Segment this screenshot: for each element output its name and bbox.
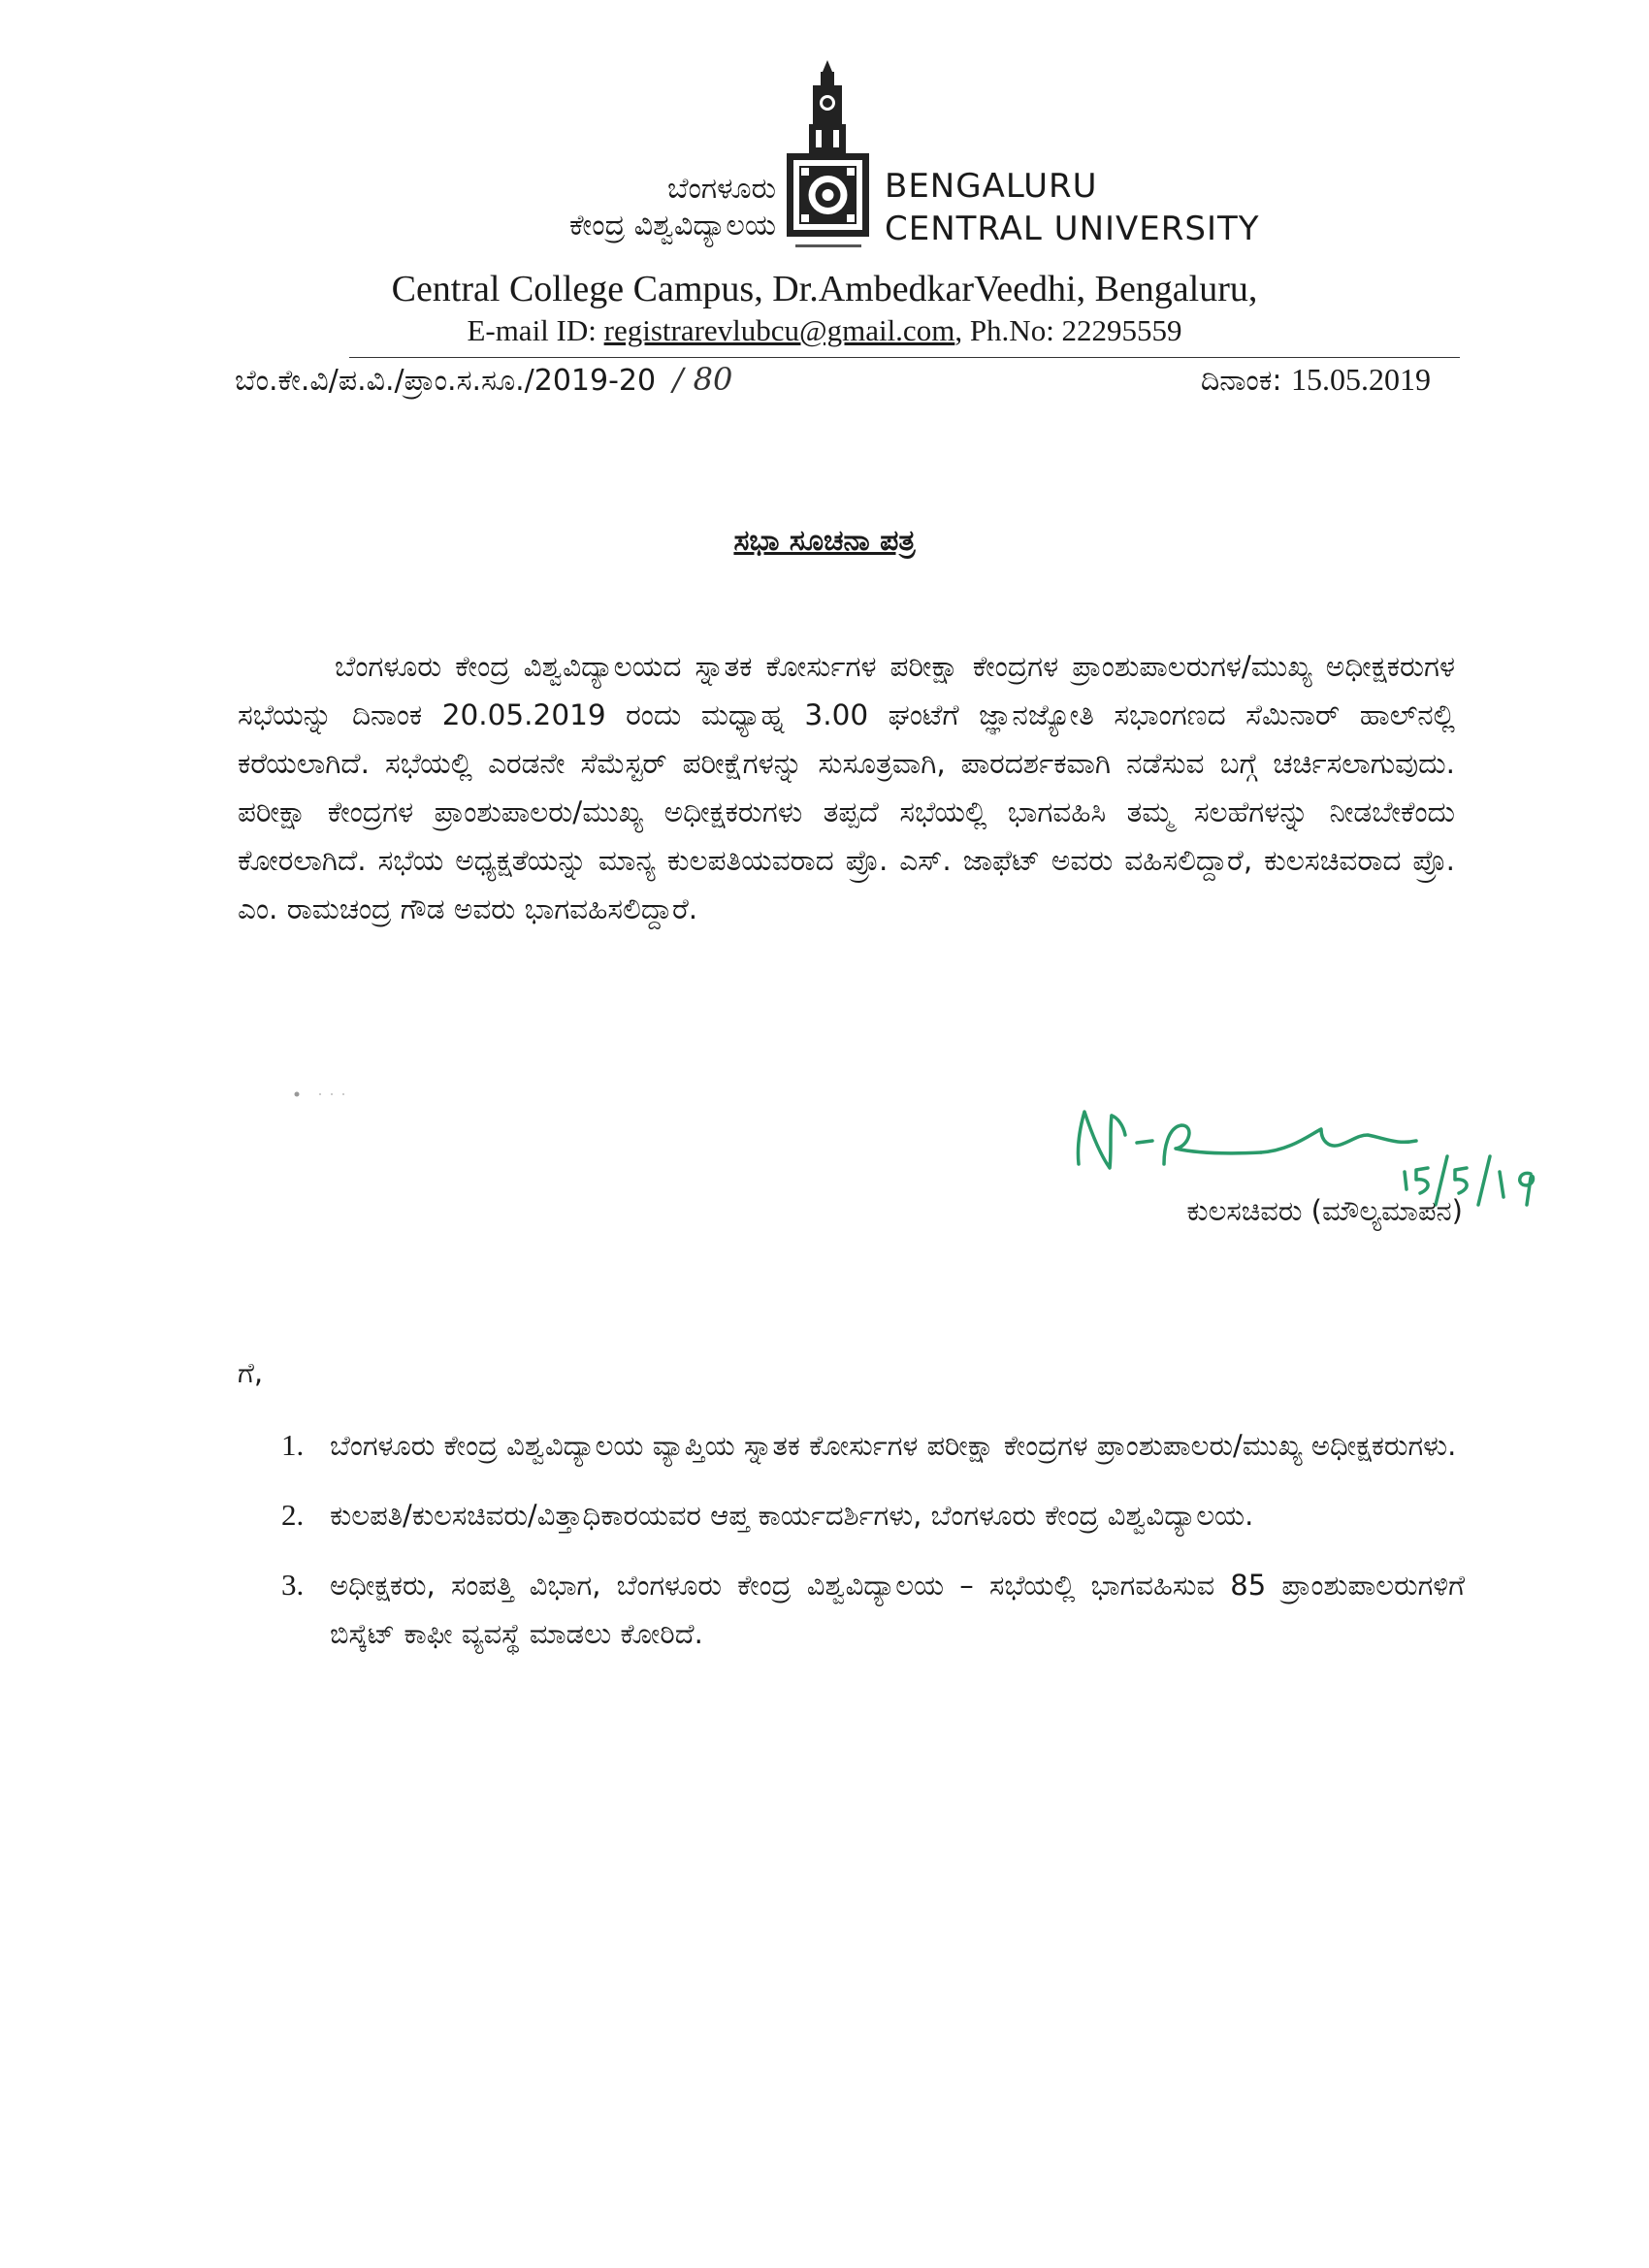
date-value: 15.05.2019 bbox=[1291, 362, 1431, 397]
list-item-number: 2. bbox=[281, 1498, 305, 1532]
scan-artifact bbox=[291, 1083, 359, 1088]
signatory-designation: ಕುಲಸಚಿವರು (ಮೌಲ್ಯಮಾಪನ) bbox=[1186, 1194, 1463, 1227]
reference-code: ಬೆಂ.ಕೇ.ವಿ/ಪ.ವಿ./ಪ್ರಾಂ.ಸ.ಸೂ./2019-20 bbox=[235, 364, 657, 398]
university-name-english-line2: CENTRAL UNIVERSITY bbox=[885, 210, 1260, 248]
handwritten-reference: / 80 bbox=[672, 361, 733, 398]
letter-date bbox=[1201, 359, 1431, 402]
list-item-text: ಬೆಂಗಳೂರು ಕೇಂದ್ರ ವಿಶ್ವವಿದ್ಯಾಲಯ ವ್ಯಾಪ್ತಿಯ ಸ್ನಾತಕ ಕೋರ್ಸುಗಳ ಪರೀಕ್ಷಾ ಕೇಂದ್ರಗಳ ಪ್ರಾಂಶುಪಾಲರು/ಮುಖ್ಯ ಅಧೀಕ್ಷಕರುಗಳು. bbox=[330, 1429, 1457, 1462]
contact-line bbox=[0, 312, 1649, 349]
university-name-kannada-line2: ಕೇಂದ್ರ ವಿಶ್ವವಿದ್ಯಾಲಯ bbox=[568, 209, 776, 243]
recipients-list bbox=[281, 1421, 1465, 1679]
list-item-number: 3. bbox=[281, 1568, 305, 1602]
letterhead-divider bbox=[349, 357, 1460, 358]
list-item bbox=[281, 1491, 1465, 1539]
reference-number bbox=[235, 359, 732, 402]
phone-number: , Ph.No: 22295559 bbox=[954, 313, 1182, 347]
list-item-number: 1. bbox=[281, 1428, 305, 1462]
university-logo bbox=[782, 60, 874, 254]
list-item bbox=[281, 1561, 1465, 1658]
email-label: E-mail ID: bbox=[467, 313, 604, 347]
university-name-english-line1: BENGALURU bbox=[885, 167, 1098, 206]
notice-body: ಬೆಂಗಳೂರು ಕೇಂದ್ರ ವಿಶ್ವವಿದ್ಯಾಲಯದ ಸ್ನಾತಕ ಕೋರ್ಸುಗಳ ಪರೀಕ್ಷಾ ಕೇಂದ್ರಗಳ ಪ್ರಾಂಶುಪಾಲರುಗಳ/ಮುಖ್ಯ ಅಧೀಕ್ಷಕರುಗಳ ಸಭೆಯನ್ನು ದಿನಾಂಕ 20.05.2019 ರಂದು ಮಧ್ಯಾಹ್ನ 3.00 ಘಂಟೆಗೆ ಜ್ಞಾನಜ್ಯೋತಿ ಸಭಾಂಗಣದ ಸೆಮಿನಾರ್ ಹಾಲ್‌ನಲ್ಲಿ ಕರೆಯಲಾಗಿದೆ. ಸಭೆಯಲ್ಲಿ ಎರಡನೇ ಸೆಮೆಸ್ಟರ್ ಪರೀಕ್ಷೆಗಳನ್ನು ಸುಸೂತ್ರವಾಗಿ, ಪಾರದರ್ಶಕವಾಗಿ ನಡೆಸುವ ಬಗ್ಗೆ ಚರ್ಚಿಸಲಾಗುವುದು. ಪರೀಕ್ಷಾ ಕೇಂದ್ರಗಳ ಪ್ರಾಂಶುಪಾಲರು/ಮುಖ್ಯ ಅಧೀಕ್ಷಕರುಗಳು ತಪ್ಪದೆ ಸಭೆಯಲ್ಲಿ ಭಾಗವಹಿಸಿ ತಮ್ಮ ಸಲಹೆಗಳನ್ನು ನೀಡಬೇಕೆಂದು ಕೋರಲಾಗಿದೆ. ಸಭೆಯ ಅಧ್ಯಕ್ಷತೆಯನ್ನು ಮಾನ್ಯ ಕುಲಪತಿಯವರಾದ ಪ್ರೊ. ಎಸ್. ಜಾಫೆಟ್ ಅವರು ವಹಿಸಲಿದ್ದಾರೆ, ಕುಲಸಚಿವರಾದ ಪ್ರೊ. ಎಂ. ರಾಮಚಂದ್ರ ಗೌಡ ಅವರು ಭಾಗವಹಿಸಲಿದ್ದಾರೆ. bbox=[238, 650, 1455, 925]
page-title: ಸಭಾ ಸೂಚನಾ ಪತ್ರ bbox=[733, 524, 916, 558]
list-item-text: ಕುಲಪತಿ/ಕುಲಸಚಿವರು/ವಿತ್ತಾಧಿಕಾರಯವರ ಆಪ್ತ ಕಾರ್ಯದರ್ಶಿಗಳು, ಬೆಂಗಳೂರು ಕೇಂದ್ರ ವಿಶ್ವವಿದ್ಯಾಲಯ. bbox=[330, 1499, 1254, 1532]
email-link[interactable]: registrarevlubcu@gmail.com bbox=[603, 313, 955, 347]
university-name-kannada-line1: ಬೆಂಗಳೂರು bbox=[666, 172, 776, 206]
list-item bbox=[281, 1421, 1465, 1470]
to-label: ಗೆ, bbox=[238, 1356, 264, 1389]
campus-address: Central College Campus, Dr.AmbedkarVeedhi, Bengaluru, bbox=[391, 269, 1258, 309]
list-item-text: ಅಧೀಕ್ಷಕರು, ಸಂಪತ್ತಿ ವಿಭಾಗ, ಬೆಂಗಳೂರು ಕೇಂದ್ರ ವಿಶ್ವವಿದ್ಯಾಲಯ – ಸಭೆಯಲ್ಲಿ ಭಾಗವಹಿಸುವ 85 ಪ್ರಾಂಶುಪಾಲರುಗಳಿಗೆ ಬಿಸ್ಕೆಟ್ ಕಾಫೀ ವ್ಯವಸ್ಥೆ ಮಾಡಲು ಕೋರಿದೆ. bbox=[330, 1569, 1465, 1650]
date-label: ದಿನಾಂಕ: bbox=[1200, 364, 1282, 398]
